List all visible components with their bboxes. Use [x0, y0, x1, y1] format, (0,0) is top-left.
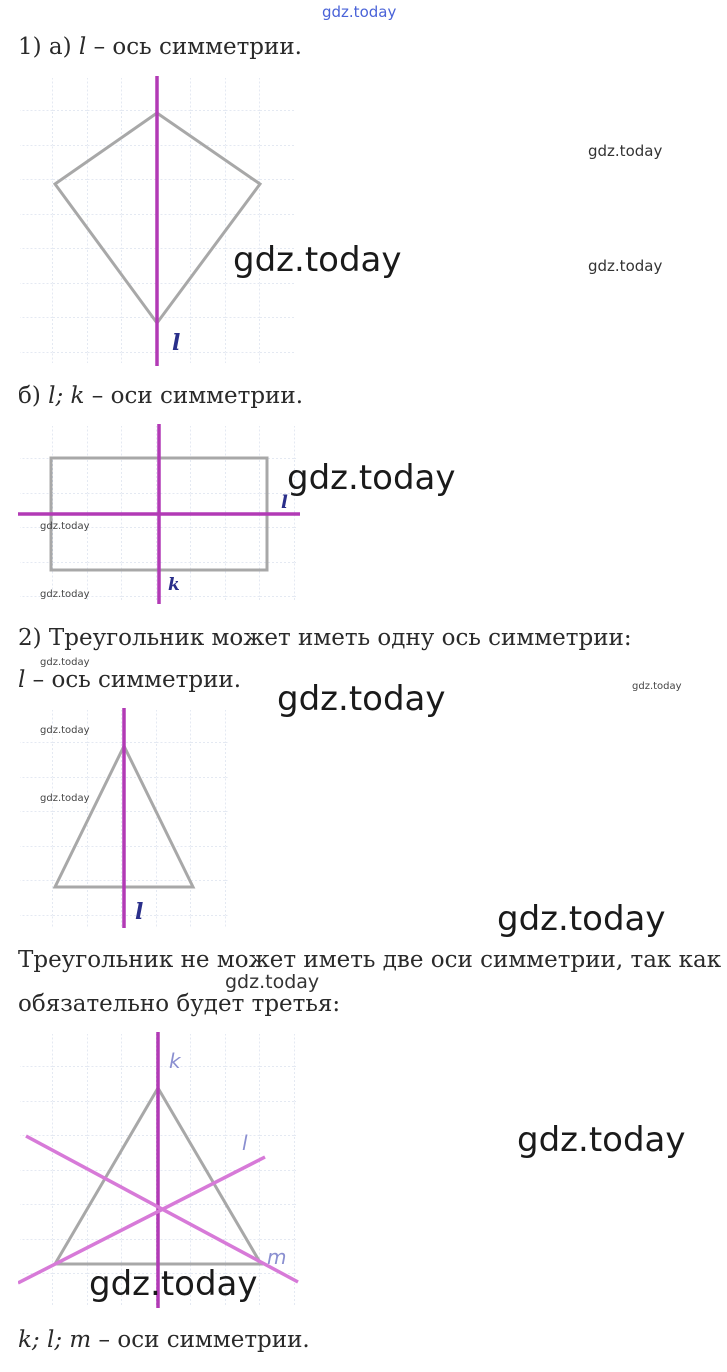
watermark-15: gdz.today: [89, 1264, 258, 1304]
watermark-2: gdz.today: [588, 142, 663, 160]
caption-1b-var: l; k: [48, 383, 85, 409]
caption-1a-prefix: 1) а): [18, 34, 79, 60]
caption-2-axis-suffix: – ось симметрии.: [25, 667, 242, 693]
caption-3-axes-var: k; l; m: [18, 1327, 92, 1353]
figure-kite: [18, 76, 298, 366]
caption-3-line1: Треугольник не может иметь две оси симметрии, так как: [18, 947, 722, 973]
watermark-8: gdz.today: [277, 679, 446, 719]
watermark-4: gdz.today: [287, 458, 456, 498]
watermark-3: gdz.today: [588, 257, 663, 275]
watermark-1: gdz.today: [233, 240, 402, 280]
caption-2-axis-var: l: [18, 667, 26, 693]
caption-1a-suffix: – ось симметрии.: [86, 34, 302, 60]
watermark-5: gdz.today: [40, 521, 90, 532]
caption-3-axes: [18, 1326, 310, 1354]
axis-l-3-label: l: [135, 899, 144, 925]
watermark-10: gdz.today: [40, 725, 90, 736]
watermark-14: gdz.today: [517, 1120, 686, 1160]
figure-triangle-one-axis: [18, 708, 230, 930]
caption-1b: [18, 382, 303, 410]
figure-rectangle: [18, 424, 300, 604]
axis-k-4-label: k: [169, 1049, 181, 1073]
axis-k-2-label: k: [168, 575, 180, 595]
caption-3-axes-suffix: – оси симметрии.: [91, 1327, 310, 1353]
watermark-6: gdz.today: [40, 589, 90, 600]
caption-1b-suffix: – оси симметрии.: [84, 383, 304, 409]
axis-m-4-label: m: [267, 1245, 287, 1269]
caption-3-line2: обязательно будет третья:: [18, 991, 341, 1017]
axis-l-1-label: l: [172, 330, 181, 356]
axis-l-2-label: l: [281, 492, 288, 513]
watermark-12: gdz.today: [497, 899, 666, 939]
axis-l-4-label: l: [242, 1131, 248, 1155]
watermark-11: gdz.today: [40, 793, 90, 804]
caption-2-axis: [18, 666, 241, 694]
caption-1b-prefix: б): [18, 383, 49, 409]
site-watermark-top: gdz.today: [322, 3, 397, 21]
caption-1a: [18, 33, 302, 61]
watermark-13: gdz.today: [225, 971, 320, 993]
caption-1a-var: l: [78, 34, 87, 60]
watermark-9: gdz.today: [632, 681, 682, 692]
watermark-7: gdz.today: [40, 657, 90, 668]
caption-2: 2) Треугольник может иметь одну ось симметрии:: [18, 625, 632, 651]
